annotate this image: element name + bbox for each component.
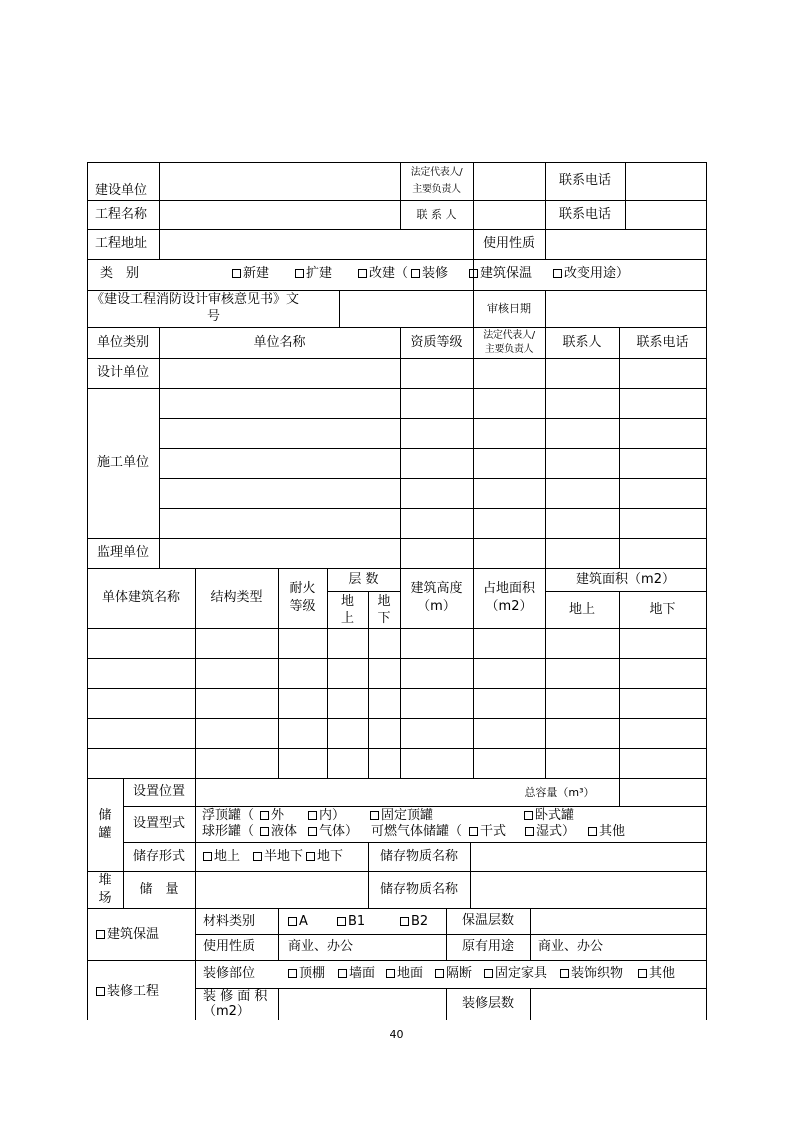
opt-fd-nei[interactable]: 内） (308, 808, 345, 824)
opt-b1[interactable]: B1 (337, 914, 365, 930)
header-dxh: 地下 (649, 601, 676, 617)
opt-insulation[interactable]: 建筑保温 (469, 266, 532, 282)
opt-zszw[interactable]: 装饰织物 (560, 966, 623, 982)
checkbox-icon (400, 917, 409, 926)
checkbox-icon (232, 269, 241, 278)
label-cl: 储 量 (139, 881, 179, 897)
label-lb: 类 别 (100, 266, 140, 281)
opt-gd[interactable]: 隔断 (435, 966, 472, 982)
opt-gdd[interactable]: 固定顶罐 (370, 808, 433, 824)
label-shrq: 审核日期 (487, 302, 531, 315)
header-frdb1: 法定代表人/ (483, 329, 535, 341)
header-dtjzmc: 单体建筑名称 (101, 590, 180, 605)
header-dx2: 下 (377, 610, 391, 626)
opt-change-use[interactable]: 改变用途） (553, 266, 629, 282)
checkbox-icon (96, 987, 105, 996)
label-lxr: 联 系 人 (416, 208, 457, 221)
checkbox-icon (484, 969, 493, 978)
checkbox-icon (96, 930, 105, 939)
checkbox-icon (288, 969, 297, 978)
label-szxs: 设置型式 (132, 816, 185, 831)
header-dwlb: 单位类别 (96, 334, 149, 350)
label-wh-sub: 号 (207, 309, 221, 324)
opt-qt2[interactable]: 其他 (638, 966, 675, 982)
checkbox-icon (588, 827, 597, 836)
label-szwz: 设置位置 (132, 784, 185, 799)
label-yyyt: 原有用途 (461, 939, 514, 954)
value-yyyt: 商业、办公 (538, 939, 604, 954)
label-frdb: 法定代表人/ (410, 166, 463, 178)
header-dwmc: 单位名称 (253, 334, 306, 350)
label-zxcs: 装修层数 (461, 996, 514, 1011)
checkbox-icon (638, 969, 647, 978)
label-zxbw: 装修部位 (203, 966, 256, 981)
header-nh2: 等级 (289, 599, 316, 614)
header-zzdj: 资质等级 (410, 334, 463, 350)
label-lxdh2: 联系电话 (558, 206, 611, 222)
text-krqt: 可燃气体储罐（ (371, 824, 463, 839)
checkbox-icon (306, 852, 315, 861)
header-frdb2: 主要负责人 (484, 344, 534, 355)
checkbox-icon (308, 827, 317, 836)
label-bwcs: 保温层数 (461, 913, 514, 928)
header-zdmj1: 占地面积 (482, 581, 535, 596)
opt-decoration[interactable]: 装修 (411, 266, 448, 282)
header-lxr: 联系人 (562, 334, 602, 350)
checkbox-icon (411, 269, 420, 278)
header-nh1: 耐火 (289, 581, 316, 596)
label-ccxs: 储存形式 (132, 848, 185, 864)
opt-dis[interactable]: 地上 (203, 849, 240, 865)
header-dsh: 地上 (568, 601, 595, 617)
opt-fd-wai[interactable]: 外 (260, 808, 284, 824)
opt-bdx[interactable]: 半地下 (253, 849, 303, 865)
opt-qxg-qt[interactable]: 气体） (308, 824, 358, 840)
label-jldw: 监理单位 (96, 545, 149, 560)
checkbox-icon (553, 269, 562, 278)
opt-a[interactable]: A (288, 914, 308, 930)
checkbox-icon (203, 852, 212, 861)
opt-gs[interactable]: 干式 (469, 824, 506, 840)
checkbox-icon (469, 269, 478, 278)
opt-dp[interactable]: 顶棚 (288, 966, 325, 982)
label-cllb: 材料类别 (203, 914, 256, 929)
label-gcmc: 工程名称 (95, 207, 148, 222)
checkbox-icon (253, 852, 262, 861)
label-zxmj1: 装 修 面 积 (203, 989, 268, 1004)
checkbox-icon (525, 827, 534, 836)
checkbox-icon (338, 969, 347, 978)
opt-dxx[interactable]: 地下 (306, 849, 343, 865)
checkbox-icon (560, 969, 569, 978)
checkbox-icon (358, 269, 367, 278)
checkbox-icon (337, 917, 346, 926)
opt-wsg[interactable]: 卧式罐 (524, 808, 574, 824)
opt-qt[interactable]: 其他 (588, 824, 625, 840)
label-zrl: 总容量（m³） (524, 785, 595, 799)
label-syxz: 使用性质 (482, 236, 535, 251)
header-lxdh: 联系电话 (636, 334, 689, 350)
opt-rebuild[interactable]: 改建（ (358, 266, 408, 282)
opt-jzbw[interactable]: 建筑保温 (96, 927, 159, 943)
opt-qm[interactable]: 墙面 (338, 966, 375, 982)
opt-expand[interactable]: 扩建 (295, 266, 332, 282)
label-zxmj2: （m2） (203, 1004, 250, 1019)
checkbox-icon (260, 827, 269, 836)
checkbox-icon (308, 811, 317, 820)
header-cs: 层 数 (348, 571, 379, 587)
label-syxz: 使用性质 (203, 939, 256, 954)
label-ccwzmc2: 储存物质名称 (379, 881, 458, 897)
text-fd-label: 浮顶罐（ (202, 808, 255, 823)
label-cg: 储 罐 (98, 807, 112, 841)
label-wh-title: 《建设工程消防设计审核意见书》文 (91, 292, 300, 307)
checkbox-icon (386, 969, 395, 978)
checkbox-icon (469, 827, 478, 836)
header-ds1: 地 (340, 593, 354, 609)
label-lxdh: 联系电话 (558, 173, 611, 188)
header-jglx: 结构类型 (210, 590, 263, 605)
label-gcdz: 工程地址 (95, 236, 148, 251)
checkbox-icon (295, 269, 304, 278)
page-number: 40 (389, 1028, 404, 1041)
checkbox-icon (260, 811, 269, 820)
opt-dm[interactable]: 地面 (386, 966, 423, 982)
opt-b2[interactable]: B2 (400, 914, 428, 930)
label-zyfzr: 主要负责人 (412, 183, 461, 195)
checkbox-icon (524, 811, 533, 820)
value-syxz: 商业、办公 (288, 939, 354, 954)
checkbox-icon (288, 917, 297, 926)
header-jzmj: 建筑面积（m2） (576, 571, 675, 587)
label-ccwzmc: 储存物质名称 (379, 848, 458, 864)
header-jzgd2: （m） (417, 599, 456, 614)
checkbox-icon (370, 811, 379, 820)
label-jsdw: 建设单位 (95, 183, 148, 198)
label-sjdw: 设计单位 (96, 365, 149, 380)
opt-gdjj[interactable]: 固定家具 (484, 966, 547, 982)
header-zdmj2: （m2） (485, 599, 533, 614)
opt-ss[interactable]: 湿式） (525, 824, 575, 840)
header-dx1: 地 (377, 593, 391, 609)
text-qxg-label: 球形罐（ (202, 824, 255, 839)
opt-qxg-yt[interactable]: 液体 (260, 824, 297, 840)
opt-zxgc[interactable]: 装修工程 (96, 984, 159, 1000)
header-jzgd1: 建筑高度 (410, 581, 463, 596)
opt-new-build[interactable]: 新建 (232, 266, 269, 282)
label-sgdw: 施工单位 (96, 455, 149, 470)
checkbox-icon (435, 969, 444, 978)
header-ds2: 上 (340, 610, 354, 626)
label-dc: 堆 场 (98, 872, 112, 906)
